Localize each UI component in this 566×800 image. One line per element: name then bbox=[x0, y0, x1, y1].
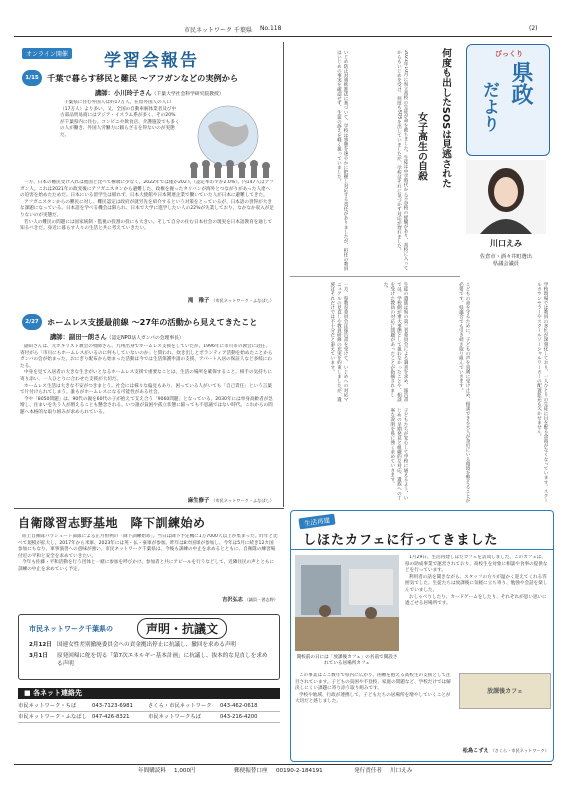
kensei-col: いじめ防止対策推進法に基づいて、学校は事態を速やかに把握し対応する責任がありましたが、担任の教員はいじめの事実を確認せず、生徒の訴えを軽く扱っていました。 bbox=[336, 50, 348, 271]
cafe-title-rule bbox=[291, 549, 553, 550]
contacts-row bbox=[18, 701, 280, 712]
kensei-col: 生徒の遺族は県の第三者委員会による調査を求め、報告書では、学校側が重大事態として扱わなかったことや、相談を受けた教員の対応に問題があったことが指摘されました。 bbox=[383, 282, 408, 402]
contact-tel[interactable]: 043-462-0618 bbox=[220, 703, 258, 709]
transfer-label: 郵便振替口座 bbox=[234, 768, 268, 774]
talk1-body-top bbox=[60, 100, 180, 178]
statement-date: 3月1日 bbox=[29, 653, 48, 659]
fee-label: 年間購読料 bbox=[138, 768, 166, 774]
cafe-photo-2 bbox=[459, 673, 551, 709]
talk2-paragraph: 中身を見て入居者の大きな生きがいとなるホームレス支援で重要なことは、生活の場所を確保すること。相手の気持ちに寄り添い、一人ひとりに合わせた支援が大切だ。 bbox=[20, 370, 272, 382]
statements-list bbox=[29, 641, 273, 668]
globe-illustration bbox=[182, 102, 274, 180]
talk1-paragraph: 千葉県に住む外国人は約17万人、在留外国人の人口（17万人）より多い。又、全国の自動車解体業者及び中古部品貿易商にはアジア・イスラム系が多く、その20%が千葉県内に住む。コンビニや飲食店、介護施設でも多くの人が働き、外国人労働力に頼らざるを得ないのが実態だ。 bbox=[60, 100, 180, 138]
talk2-lecturer-affiliation: （認定NPO法人ガンバの会理事長） bbox=[106, 336, 184, 341]
talk2-signature-name: 麻生修子 bbox=[187, 498, 210, 504]
contacts-title-text: 各ネット連絡先 bbox=[33, 689, 83, 697]
statement-text: 原発回帰に舵を切る「第7次エネルギー基本計画」に抗議し、抜本的な見直しを求める声明 bbox=[57, 653, 268, 667]
councilor-name: 川口えみ bbox=[490, 239, 522, 248]
jsdf-paragraph: 今年も佐藤・平和活動を行う団体と一緒に参加を呼びかけ、参加者と共にアピールを行うなどして、近隣住民の声とともに訓練の中止を求めていく予定。 bbox=[18, 560, 275, 572]
contact-name: 市民ネットワークちば bbox=[148, 714, 201, 720]
kensei-col: 子どもたちが安心して学校に通えるよう、いじめの早期発見と組織的な対応、遺族への丁寧な説明を県に強く求めていきます。 bbox=[389, 408, 408, 500]
talk1-body bbox=[20, 180, 274, 298]
talk1-paragraph: アフガニスタンからの難民に対し、難民認定は政府が就労先を紹介するという対策をとっているが、日本語の習得が大きな課題になっている。日本語を学べる機会は限られ、日本で大学に進学したい人の22%が失業しており、なかなか収入が足りないのが実態だ。 bbox=[20, 199, 274, 218]
statement-text: 国連女性差別撤廃委員会への貢金拠出停止に抗議し、撤回を求める声明 bbox=[57, 642, 237, 648]
cafe-paragraph: おしゃべりしたり、カードゲームをしたり、それぞれが思い思いに過ごせる居場所です。 bbox=[405, 594, 547, 607]
online-badge: オンライン開催 bbox=[22, 48, 72, 59]
cafe-signature-org: （さくら・市民ネットワーク） bbox=[490, 748, 549, 753]
kensei-logo bbox=[466, 44, 550, 156]
issue-number: No.118 bbox=[260, 25, 282, 32]
lecture-report-section bbox=[20, 44, 276, 506]
talk2-lecturer bbox=[50, 332, 184, 341]
jsdf-title: 自衛隊習志野基地 降下訓練始め bbox=[18, 516, 206, 530]
kensei-headline2: 女子高生の自殺 bbox=[416, 112, 427, 181]
councilor-photo bbox=[466, 160, 546, 252]
contact-name: 市民ネットワーク・ちば bbox=[18, 703, 77, 709]
publisher-name: 市民ネットワーク 千葉県 bbox=[184, 27, 252, 34]
talk2-lecturer-label: 講師： bbox=[50, 334, 69, 341]
statement-date: 2月12日 bbox=[29, 642, 52, 648]
page-footer bbox=[14, 764, 552, 777]
cafe-badge: 生活再建 bbox=[298, 514, 335, 530]
cafe-body-bottom bbox=[295, 673, 455, 745]
talk1-signature-name: 滝 稚子 bbox=[187, 298, 210, 304]
contacts-title: ■ 各ネット連絡先 bbox=[18, 688, 280, 699]
talk2-signature-org: （市民ネットワーク・ふなばし） bbox=[211, 498, 274, 503]
kensei-col: 2023年10月に県立高校の生徒が命を絶ちました。生徒は中学時代から不登校の経験があり、高校に入ってからもいじめを受け、何度もSOSを出していましたが、学校はそれに気づかず対応が遅れました。 bbox=[396, 50, 408, 270]
contact-tel[interactable]: 047-426-8321 bbox=[92, 714, 130, 720]
transfer-value: 00190-2-184191 bbox=[276, 768, 323, 774]
talk2-signature bbox=[188, 496, 274, 504]
cafe-body-top bbox=[405, 555, 549, 671]
kensei-section bbox=[290, 42, 552, 506]
talk1-lecturer-affiliation: （千葉大学社会科学研究院教授） bbox=[151, 92, 224, 97]
lecture-report-title: 学習会報告 bbox=[104, 51, 199, 71]
contacts-section bbox=[18, 688, 280, 734]
jsdf-paragraph: 陸上自衛隊パラシュート部隊による正月恒例の「降下訓練始め」。当日は降下予定機に1万7000人以上が集まった。昨年と比べて規模が拡大し、2017年から米軍、2023年には英・仏・豪軍が参加。昨年は8カ国軍が参加し、今年は5月に続き12カ国参加にもなり、軍事演習への意味が強い。市民ネットワーク千葉県は、今後も訓練の中止を求めるとともに、自衛隊の練習場付近の平和と安全を求めていきたい。 bbox=[18, 534, 278, 559]
cafe-paragraph: 1月29日、生活再建しほたカフェを訪問しました。このカフェは、県の助成事業で運営されており、高校生を対象に相談や食事の提供などを行っています。 bbox=[405, 555, 548, 574]
kensei-title-sub: だより bbox=[479, 81, 499, 132]
statements-org: 市民ネットワーク千葉県の bbox=[29, 625, 113, 633]
contact-name: さくら・市民ネットワーク bbox=[148, 703, 212, 709]
cafe-photo-2-label: 放課後カフェ bbox=[487, 688, 523, 695]
jsdf-signature-name: 吉沢弘志 bbox=[222, 597, 243, 603]
talk2-paragraph: 今や「8050問題」は、90代の親を60代の子が抱えて支え合う「9060問題」となっている。2030年には単身高齢者が急増し、住まいを失う人が増えることも懸念される。いつ誰が貧困や孤立状態に陥っても不思議ではない時代。これからの問題へ本格的な取り組みが求められている。 bbox=[20, 396, 273, 415]
talk1-lecturer bbox=[95, 88, 224, 97]
jsdf-section bbox=[18, 514, 280, 606]
cafe-photo-1 bbox=[295, 555, 399, 667]
page-number: (2) bbox=[529, 25, 538, 32]
kensei-col: こどもの命を守るために、子どもの声を真剣に受け止め、相談できる大人が身近にいる環境を整えることが必要です。県議会でも引き続き取り組んでいきます。 bbox=[458, 282, 470, 503]
cafe-paragraph: 学校や地域、行政が連携して、子どもたちの居場所を増やしていくことが大切だと感じました。 bbox=[295, 692, 451, 705]
editor-value: 川口えみ bbox=[390, 768, 413, 774]
councilor-info bbox=[466, 254, 546, 268]
contacts-table bbox=[18, 701, 280, 723]
talk1-signature bbox=[188, 296, 274, 304]
talk1-lecturer-name: 小川玲子さん bbox=[113, 90, 152, 97]
cafe-signature-name: 松島こずえ bbox=[462, 748, 489, 754]
talk2-paragraph: ホームレス生活は大きな不安がつきまとう。社会には様々な偏見もあり、困っている人がいても「自己責任」という言葉で片付けられてしまう。誰もがホームレスになる可能性がある社会。 bbox=[20, 383, 272, 396]
talk1-date-badge: 1/15 bbox=[22, 70, 42, 86]
kensei-rule bbox=[290, 276, 460, 277]
contact-name: 市民ネットワーク・ふなばし bbox=[18, 714, 87, 720]
kensei-kicker: びっくり bbox=[495, 50, 523, 58]
statement-item[interactable] bbox=[29, 641, 273, 649]
talk2-heading bbox=[22, 314, 276, 330]
divider bbox=[14, 508, 284, 509]
talk1-lecturer-label: 講師： bbox=[95, 90, 114, 97]
statement-item[interactable] bbox=[29, 652, 273, 668]
talk1-signature-org: （市民ネットワーク・ふなばし） bbox=[211, 298, 274, 303]
jsdf-signature-org: （議員・習志野） bbox=[244, 597, 278, 602]
talk1-heading bbox=[22, 70, 276, 86]
cafe-signature bbox=[463, 747, 549, 754]
page-header bbox=[14, 22, 552, 37]
talk1-paragraph: 若い人の難民の問題には国家統制・監視の役割の役にも大きい。そして自分の住む日本社会の現実を日本語教育を通じて知るべきだ。身近に暮らす人々の生活と共に考えていきたい。 bbox=[20, 219, 273, 232]
cafe-photo-caption: 開校前の日には「放課後カフェ」の名前で開設されている居場所カフェ bbox=[296, 655, 398, 666]
kensei-title: 県政 bbox=[508, 61, 533, 105]
jsdf-body bbox=[18, 534, 278, 596]
councilor-role: 県議会議員 bbox=[493, 261, 519, 267]
statements-title: 声明・抗議文 bbox=[137, 618, 227, 639]
talk2-title: ホームレス支援最前線 ～27年の活動から見えてきたこと bbox=[47, 317, 258, 327]
cafe-paragraph: この事業はここ数年で県内に広がり、困難を抱える高校生の支援として注目されています。子どもの貧困や不登校、家庭の問題など、学校だけでは解決しにくい課題に寄り添う取り組みです。 bbox=[295, 673, 451, 692]
cafe-paragraph: 利用者の話を聞きながら、スタッフの方々が温かく迎えてくれる雰囲気でした。生徒たちは放課後に気軽に立ち寄り、勉強や会話を楽しんでいました。 bbox=[405, 574, 548, 593]
contact-tel[interactable]: 043-216-4200 bbox=[220, 714, 258, 720]
kensei-col: 学校現場では教員の多忙が深刻化しており、一人ひとりの生徒に目を配る余裕がなくなっています。スクールカウンセラーやスクールソーシャルワーカーの配置拡充も欠かせません。 bbox=[536, 282, 548, 503]
councilor-area: 佐倉市・酒々井町選出 bbox=[480, 254, 532, 260]
talk2-paragraph: 副田さんは、元ホキリスト教会の牧師さん。九州出身でホームレス支援をしていたが、1996年に市川市の教会に赴任、寄付がら「市川にもホームレスがいるのに何もしていないのか」と問われ、炊き出しとボランティア活動を始めたことからガンバの会が始まった。おにぎり配布から始まった活動は今では生活保護申請の支援、アパート入居の保証人など多岐にわたる。 bbox=[20, 344, 273, 369]
editor-label: 発行責任者 bbox=[354, 768, 382, 774]
cafe-section bbox=[290, 510, 554, 762]
column-divider bbox=[283, 42, 284, 507]
kensei-headline1: 何度も出したSOSは見逃された bbox=[440, 48, 451, 189]
talk2-date-badge: 2/27 bbox=[22, 314, 42, 330]
cafe-title: しほたカフェに行ってきました bbox=[303, 533, 499, 548]
fee-value: 1,000円 bbox=[174, 768, 196, 774]
talk1-paragraph: 一方、日本の難民受け入れは他国と比べて極端に少なく、2022年では僅か202人（認定率わずか2.0%）。内147人はアフガン人。これは2021年の政変後にアフガニスタンから避難した、政権を握ったタリバンが海外とつながりがあった人達への迫害を始めたためだ。日本にいる留学生は帰れず、日本大使館や日本関連企業で働いていた人が日本に避難してきた。 bbox=[20, 180, 274, 199]
talk2-body bbox=[20, 344, 274, 492]
statements-box bbox=[18, 614, 280, 680]
talk2-lecturer-name: 副田一朗さん bbox=[68, 334, 107, 341]
jsdf-signature bbox=[222, 596, 278, 603]
contacts-row bbox=[18, 712, 280, 723]
kensei-col: 一方、県教育委員会は報告書を受けて、いじめへの対応マニュアルの見直しや教員研修の充実を約束しましたが、遺族はそれだけでは不十分だと訴えています。 bbox=[329, 282, 348, 402]
talk1-title: 千葉で暮らす移民と難民 ～アフガンなどの実例から bbox=[47, 73, 239, 83]
contact-tel[interactable]: 043-7123-6981 bbox=[92, 703, 133, 709]
